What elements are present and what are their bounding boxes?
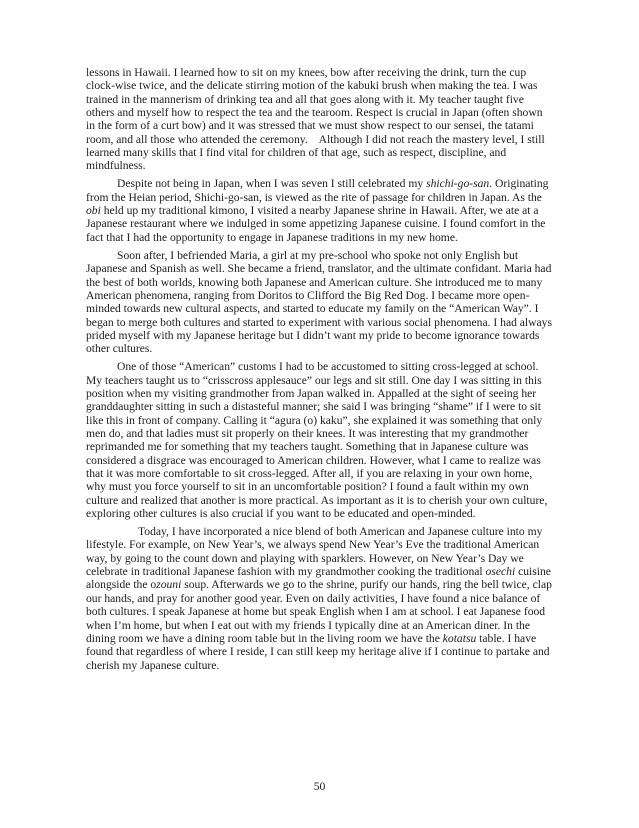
italic-term: kotatsu bbox=[442, 631, 477, 645]
text-run: soup. Afterwards we go to the shrine, purify our hands, ring the bell twice, clap our hands, and pray for another good year. Even on daily activities, I have found a nice balance of both cultures. I speak Japanese at home but speak English when I am at school. I eat Japanese food when I’m home, but when I eat out with my friends I typically dine at an American diner. In the dining room we have a dining room table but in the living room we have the bbox=[86, 578, 555, 645]
page-number: 50 bbox=[313, 780, 326, 793]
text-run: Today, I have incorporated a nice blend of both American and Japanese culture into my lifestyle. For example, on New Year’s, we always spend New Year’s Eve the traditional American way, by going to the count down and playing with sparklers. However, on New Year’s Day we celebrate in traditional Japanese fashion with my grandmother cooking the traditional bbox=[86, 525, 546, 579]
text-run: . Originating from the Heian period, Shichi-go-san, is viewed as the rite of passage for children in Japan. As the bbox=[86, 177, 552, 204]
italic-term: shichi-go-san bbox=[426, 177, 490, 191]
text-run: Despite not being in Japan, when I was seven I still celebrated my bbox=[117, 177, 427, 191]
paragraph bbox=[86, 66, 554, 173]
paragraph bbox=[86, 360, 554, 520]
paragraph bbox=[86, 525, 554, 672]
italic-term: obi bbox=[86, 204, 101, 218]
text-run: cuisine alongside the o bbox=[86, 565, 554, 592]
text-run: Soon after, I befriended Maria, a girl at my pre-school who spoke not only English but Japanese and Spanish as well. She became a friend, translator, and the ultimate confidant. Maria had the best of both worlds, knowing both Japanese and American culture. She introduced me to many American phenomena, ranging from Doritos to Clifford the Big Red Dog. I became more open-minded towards new cultural aspects, and started to educate my family on the “American Way”. I began to merge both cultures and started to experiment with various social phenomena. I had always prided myself with my Japanese heritage but I didn’t want my pride to become ignorance towards other cultures. bbox=[86, 248, 555, 356]
italic-term: osechi bbox=[485, 565, 516, 579]
text-run: lessons in Hawaii. I learned how to sit on my knees, bow after receiving the drink, turn the cup clock-wise twice, and the delicate stirring motion of the kabuki brush when making the tea. I was trained in the mannerism of drinking tea and all that goes along with it. My teacher taught five others and myself how to respect the tea and the tearoom. Respect is crucial in Japan (often shown in the form of a curt bow) and it was stressed that we must show respect to our sensei, the tatami room, and all those who attended the ceremony. Although I did not reach the mastery level, I still learned many skills that I find vital for children of that age, such as respect, discipline, and mindfulness. bbox=[86, 66, 548, 173]
text-run: table. I have found that regardless of where I reside, I can still keep my heritage alive if I continue to partake and cherish my Japanese culture. bbox=[86, 631, 553, 672]
text-run: held up my traditional kimono, I visited a nearby Japanese shrine in Hawaii. After, we ate at a Japanese restaurant where we indulged in some appetizing Japanese cuisine. I found comfort in the fact that I had the opportunity to engage in Japanese traditions in my new home. bbox=[86, 204, 549, 244]
paragraph bbox=[86, 177, 554, 244]
paragraph bbox=[86, 249, 554, 356]
italic-term: zouni bbox=[156, 578, 182, 592]
text-body bbox=[86, 66, 554, 672]
text-run: One of those “American” customs I had to be accustomed to sitting cross-legged at school. My teachers taught us to “crisscross applesauce” our legs and sit still. One day I was sitting in this position when my visiting grandmother from Japan walked in. Appalled at the sight of seeing her granddaughter sitting in such a distasteful manner; she said I was bringing “shame” if I were to sit like this in front of company. Calling it “agura (o) kaku”, she explained it was something that only men do, and that ladies must sit properly on their knees. It was interesting that my grandmother reprimanded me for something that my teachers taught. Something that in Japanese culture was considered a disgrace was encouraged to American children. However, what I came to realize was that it was more comfortable to sit cross-legged. After all, if you are relaxing in your own home, why must you force yourself to sit in an uncomfortable position? I found a fault within my own culture and realized that another is more practical. As important as it is to cherish your own culture, exploring other cultures is also crucial if you want to be educated and open-minded. bbox=[86, 360, 551, 521]
